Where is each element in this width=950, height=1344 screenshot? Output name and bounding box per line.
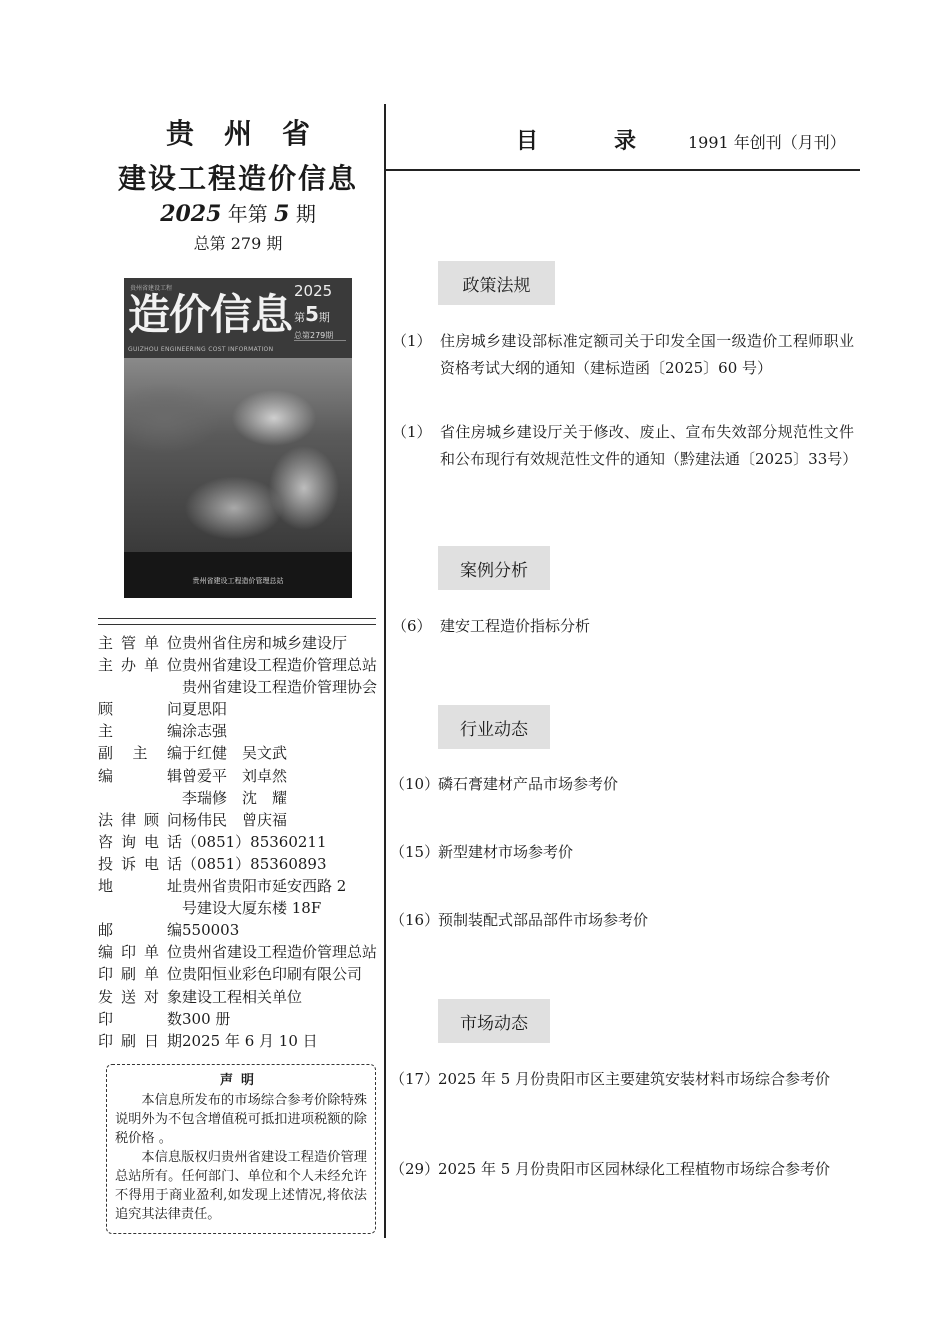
info-row [98, 986, 380, 1008]
cover-total: 总第279期 [294, 331, 334, 340]
info-row [98, 720, 380, 742]
toc-title: 2025 年 5 月份贵阳市区主要建筑安装材料市场综合参考价 [438, 1070, 831, 1088]
notice-paragraph-1: 本信息所发布的市场综合参考价除特殊说明外为不包含增值税可抵扣进项税额的除税价格 。 [115, 1093, 367, 1146]
info-row [98, 831, 380, 853]
toc-item[interactable] [390, 1156, 854, 1184]
info-value: （0851）85360211 [182, 832, 327, 851]
toc-page: （15） [390, 843, 440, 861]
cover-photo [124, 358, 352, 552]
cover-publisher: 贵州省建设工程造价管理总站 [192, 577, 284, 585]
info-label: 印 数 [98, 1009, 182, 1028]
info-value: 于红健 吴文武 [182, 744, 288, 763]
toc-item[interactable] [390, 1066, 854, 1094]
toc-page: （17） [390, 1070, 440, 1088]
info-value: 550003 [182, 921, 240, 940]
info-label: 邮 编 [98, 921, 182, 940]
cover-issue-prefix: 第 [294, 311, 305, 324]
toc-page: （1） [392, 332, 432, 350]
info-value: 贵阳恒业彩色印刷有限公司 [182, 965, 363, 984]
info-row [98, 1030, 380, 1052]
info-label: 印刷单位 [98, 965, 182, 984]
toc-title: 磷石膏建材产品市场参考价 [438, 775, 619, 793]
issue-line [100, 198, 376, 227]
toc-item[interactable] [390, 771, 854, 799]
toc-title: 预制装配式部品部件市场参考价 [438, 911, 649, 929]
toc-title: 2025 年 5 月份贵阳市区园林绿化工程植物市场综合参考价 [438, 1160, 831, 1178]
toc-page: （1） [392, 423, 432, 441]
info-label: 编 辑 [98, 766, 182, 785]
toc-page: （29） [390, 1160, 440, 1178]
cover-small-header: 贵州省建设工程 [130, 285, 173, 292]
info-value: 涂志强 [182, 722, 228, 741]
issue-number: 5 [274, 201, 290, 227]
magazine-title: 建设工程造价信息 [117, 162, 358, 195]
info-row [98, 875, 380, 897]
toc-title: 新型建材市场参考价 [438, 843, 574, 861]
info-row [98, 1008, 380, 1030]
toc-item[interactable] [392, 328, 854, 384]
cover-codes [294, 340, 346, 355]
info-row [98, 809, 380, 831]
info-value: 贵州省建设工程造价管理协会 [182, 678, 378, 697]
issue-mid: 年第 [227, 202, 268, 226]
issue-end: 期 [295, 202, 316, 226]
info-label: 主 编 [98, 722, 182, 741]
info-row [98, 963, 380, 985]
issue-year: 2025 [160, 201, 222, 227]
notice-paragraph-2: 本信息版权归贵州省建设工程造价管理总站所有。任何部门、单位和个人未经允许不得用于商业盈利,如发现上述情况,将依法追究其法律责任。 [115, 1150, 367, 1222]
toc-title: 住房城乡建设部标准定额司关于印发全国一级造价工程师职业资格考试大纲的通知（建标造函〔2025〕60 号） [440, 332, 854, 377]
info-label: 编印单位 [98, 943, 182, 962]
info-value: 贵州省建设工程造价管理总站 [182, 943, 378, 962]
toc-page: （6） [392, 617, 432, 635]
cover-year: 2025 [294, 282, 333, 300]
info-label: 主管单位 [98, 634, 182, 652]
info-value: 建设工程相关单位 [182, 987, 303, 1006]
total-issue: 总第 279 期 [193, 234, 283, 253]
info-label: 投诉电话 [98, 854, 182, 873]
toc-heading-char-1: 目 [516, 129, 539, 154]
toc-item[interactable] [392, 613, 854, 641]
info-row [98, 765, 380, 787]
info-label: 印刷日期 [98, 1031, 182, 1050]
toc-page: （10） [390, 775, 440, 793]
toc-item[interactable] [392, 419, 858, 501]
info-value: 2025 年 6 月 10 日 [182, 1031, 318, 1050]
info-label: 地 址 [98, 877, 182, 896]
section-header-policy: 政策法规 [438, 261, 555, 305]
founded-note: 1991 年创刊（月刊） [688, 133, 846, 152]
info-value: 号建设大厦东楼 18F [182, 899, 322, 918]
info-label [98, 897, 182, 919]
masthead-info [98, 632, 380, 1052]
info-value: 杨伟民 曾庆福 [182, 810, 288, 829]
section-header-cases: 案例分析 [438, 546, 550, 590]
info-label [98, 787, 182, 809]
info-row [98, 654, 380, 676]
cover-image [124, 278, 352, 598]
info-value: 贵州省贵阳市延安西路 2 [182, 877, 347, 896]
toc-heading-char-2: 录 [614, 129, 637, 154]
info-label: 主办单位 [98, 656, 182, 675]
toc-page: （16） [390, 911, 440, 929]
info-row [98, 897, 380, 919]
cover-title: 造价信息 [128, 290, 293, 339]
cover-english: GUIZHOU ENGINEERING COST INFORMATION [128, 346, 274, 353]
info-row [98, 632, 380, 654]
info-label: 法律顾问 [98, 810, 182, 829]
info-value: 曾爱平 刘卓然 [182, 766, 288, 785]
info-row [98, 941, 380, 963]
info-label: 咨询电话 [98, 832, 182, 851]
section-header-market: 市场动态 [438, 999, 550, 1043]
info-value: 贵州省建设工程造价管理总站 [182, 656, 378, 675]
info-label [98, 676, 182, 698]
toc-title: 建安工程造价指标分析 [440, 617, 591, 635]
notice-title: 声明 [219, 1073, 262, 1088]
info-value: 夏思阳 [182, 700, 228, 719]
info-row [98, 742, 380, 764]
column-divider [384, 104, 386, 1238]
info-label: 发送对象 [98, 987, 182, 1006]
info-value: 贵州省住房和城乡建设厅 [182, 634, 348, 652]
info-value: 300 册 [182, 1009, 231, 1028]
toc-item[interactable] [390, 907, 854, 935]
cover-issue-number: 5 [305, 302, 319, 326]
section-header-industry: 行业动态 [438, 705, 550, 749]
info-row [98, 853, 380, 875]
info-row [98, 787, 380, 809]
toc-title: 省住房城乡建设厅关于修改、废止、宣布失效部分规范性文件和公布现行有效规范性文件的通知（黔建法通〔2025〕33号） [440, 423, 858, 468]
province-name: 贵州省 [165, 117, 340, 150]
cover-issue [294, 302, 330, 326]
toc-item[interactable] [390, 839, 854, 867]
double-rule [98, 618, 376, 625]
toc-rule [386, 169, 860, 171]
notice-box [106, 1064, 376, 1234]
cover-issue-suffix: 期 [318, 311, 330, 324]
info-row [98, 698, 380, 720]
info-value: （0851）85360893 [182, 854, 327, 873]
info-label: 副 主 编 [98, 744, 182, 763]
info-value: 李瑞修 沈 耀 [182, 788, 288, 807]
info-label: 顾 问 [98, 700, 182, 719]
info-row [98, 676, 380, 698]
info-row [98, 919, 380, 941]
